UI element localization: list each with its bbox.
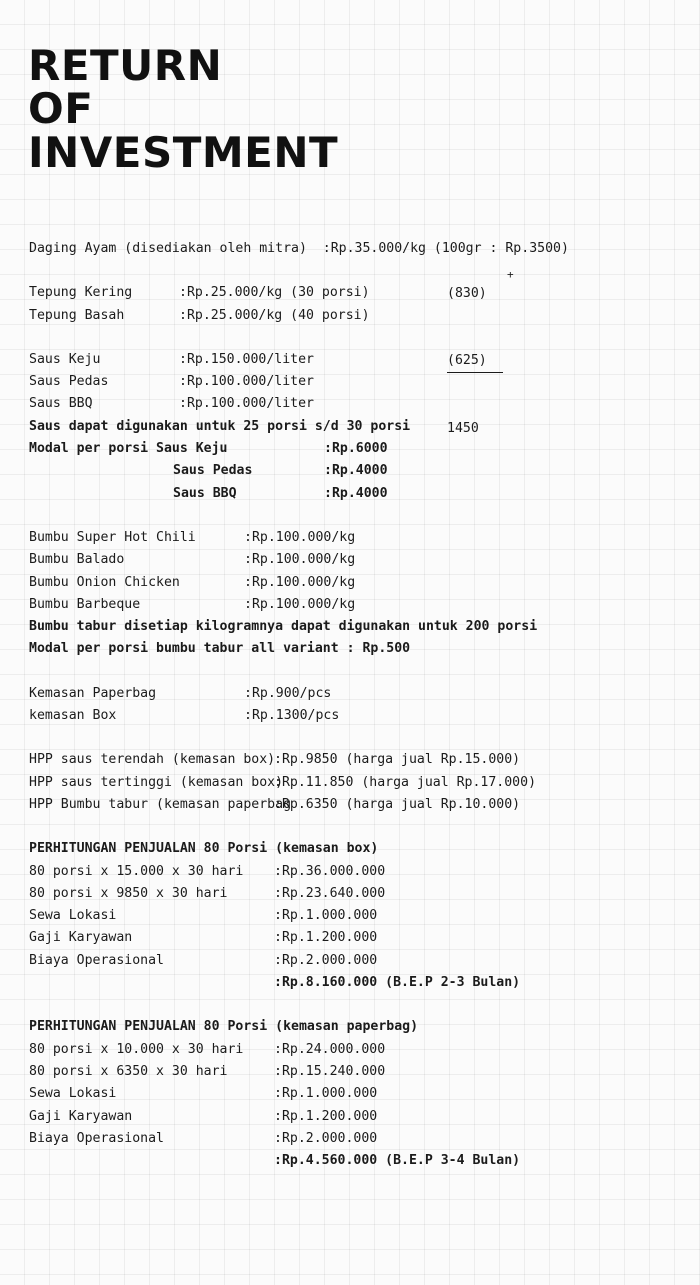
table-row	[29, 1039, 690, 1061]
table-row	[29, 1106, 690, 1128]
packaging-box-value: :Rp.1300/pcs	[244, 708, 340, 724]
calc-paperbag-cogs-label: 80 porsi x 6350 x 30 hari	[29, 1063, 228, 1079]
table-row	[29, 1150, 690, 1172]
table-row	[29, 572, 690, 594]
sauce-cheese-value: :Rp.150.000/liter	[179, 351, 314, 367]
table-row	[29, 549, 690, 571]
calc-plus-sign: +	[507, 268, 514, 282]
capital-cheese-value: :Rp.6000	[324, 441, 388, 457]
flour-wet-value: :Rp.25.000/kg (40 porsi)	[179, 307, 370, 323]
calc-a: (830)	[447, 285, 487, 301]
table-row	[29, 705, 690, 727]
calc-paperbag-opex-label: Biaya Operasional	[29, 1130, 164, 1146]
spacer	[29, 816, 690, 838]
title-line-3: INVESTMENT	[28, 127, 339, 177]
flour-dry-value: :Rp.25.000/kg (30 porsi)	[179, 285, 370, 301]
hpp-lowest-value: :Rp.9850 (harga jual Rp.15.000)	[274, 752, 521, 768]
sauce-cheese-label: Saus Keju	[29, 351, 101, 367]
hpp-seasoning-label: HPP Bumbu tabur (kemasan paperbag	[29, 796, 292, 812]
spacer	[29, 260, 690, 282]
table-row	[29, 950, 690, 972]
table-row	[29, 393, 690, 415]
spacer	[29, 727, 690, 749]
table-row	[29, 371, 690, 393]
table-row	[29, 438, 690, 460]
spacer	[29, 661, 690, 683]
calc-box-heading: PERHITUNGAN PENJUALAN 80 Porsi (kemasan box)	[29, 841, 379, 857]
spacer	[29, 994, 690, 1016]
table-row	[29, 861, 690, 883]
flour-calc-annotation	[447, 238, 526, 507]
calc-box-cogs-label: 80 porsi x 9850 x 30 hari	[29, 885, 228, 901]
table-row	[29, 794, 690, 816]
table-row	[29, 749, 690, 771]
calc-paperbag-rent-label: Sewa Lokasi	[29, 1086, 117, 1102]
calc-paperbag-revenue-label: 80 porsi x 10.000 x 30 hari	[29, 1041, 244, 1057]
seasoning-balado-value: :Rp.100.000/kg	[244, 552, 356, 568]
seasoning-onion-value: :Rp.100.000/kg	[244, 574, 356, 590]
calc-box-rent-label: Sewa Lokasi	[29, 908, 117, 924]
seasoning-barbeque-label: Bumbu Barbeque	[29, 596, 141, 612]
table-row	[29, 527, 690, 549]
table-row	[29, 1061, 690, 1083]
hpp-lowest-label: HPP saus terendah (kemasan box)	[29, 752, 276, 768]
document-body	[29, 238, 690, 1172]
capital-bbq-value: :Rp.4000	[324, 485, 388, 501]
hpp-seasoning-value: :Rp.6350 (harga jual Rp.10.000)	[274, 796, 521, 812]
sauce-bbq-value: :Rp.100.000/liter	[179, 396, 314, 412]
calc-box-salary-label: Gaji Karyawan	[29, 930, 133, 946]
packaging-box-label: kemasan Box	[29, 708, 117, 724]
calc-paperbag-opex-value: :Rp.2.000.000	[274, 1130, 378, 1146]
calc-box-salary-value: :Rp.1.200.000	[274, 930, 378, 946]
calc-box-revenue-label: 80 porsi x 15.000 x 30 hari	[29, 863, 244, 879]
page-title	[28, 41, 339, 177]
table-row	[29, 905, 690, 927]
capital-cheese-label: Modal per porsi Saus Keju	[29, 441, 228, 457]
table-row	[29, 460, 690, 482]
sauce-usage-note: Saus dapat digunakan untuk 25 porsi s/d 30 porsi	[29, 418, 411, 434]
capital-spicy-value: :Rp.4000	[324, 463, 388, 479]
seasoning-superhot-label: Bumbu Super Hot Chili	[29, 529, 196, 545]
sauce-spicy-value: :Rp.100.000/liter	[179, 374, 314, 390]
table-row	[29, 683, 690, 705]
calc-box-opex-value: :Rp.2.000.000	[274, 952, 378, 968]
table-row	[29, 483, 690, 505]
hpp-highest-label: HPP saus tertinggi (kemasan box)	[29, 774, 284, 790]
calc-paperbag-cogs-value: :Rp.15.240.000	[274, 1063, 386, 1079]
table-row	[29, 972, 690, 994]
calc-box-cogs-value: :Rp.23.640.000	[274, 885, 386, 901]
table-row	[29, 883, 690, 905]
capital-bbq-label: Saus BBQ	[173, 485, 237, 501]
packaging-paperbag-label: Kemasan Paperbag	[29, 685, 157, 701]
calc-paperbag-rent-value: :Rp.1.000.000	[274, 1086, 378, 1102]
seasoning-usage-note: Bumbu tabur disetiap kilogramnya dapat digunakan untuk 200 porsi	[29, 619, 538, 635]
spacer	[29, 327, 690, 349]
calc-box-total: :Rp.8.160.000 (B.E.P 2-3 Bulan)	[274, 975, 521, 991]
seasoning-balado-label: Bumbu Balado	[29, 552, 125, 568]
hpp-highest-value: :Rp.11.850 (harga jual Rp.17.000)	[274, 774, 537, 790]
table-row	[29, 349, 690, 371]
table-row	[29, 1083, 690, 1105]
calc-box-revenue-value: :Rp.36.000.000	[274, 863, 386, 879]
packaging-paperbag-value: :Rp.900/pcs	[244, 685, 332, 701]
capital-spicy-label: Saus Pedas	[173, 463, 253, 479]
spacer	[29, 505, 690, 527]
table-row	[29, 305, 690, 327]
table-row	[29, 927, 690, 949]
calc-box-opex-label: Biaya Operasional	[29, 952, 164, 968]
seasoning-capital-note: Modal per porsi bumbu tabur all variant : Rp.500	[29, 641, 411, 657]
title-line-2: OF	[28, 84, 94, 134]
calc-paperbag-salary-label: Gaji Karyawan	[29, 1108, 133, 1124]
calc-paperbag-salary-value: :Rp.1.200.000	[274, 1108, 378, 1124]
title-line-1: RETURN	[28, 41, 223, 90]
flour-wet-label: Tepung Basah	[29, 307, 125, 323]
sauce-spicy-label: Saus Pedas	[29, 374, 109, 390]
seasoning-superhot-value: :Rp.100.000/kg	[244, 529, 356, 545]
table-row	[29, 594, 690, 616]
calc-b: (625)	[447, 350, 503, 373]
table-row	[29, 772, 690, 794]
calc-sum: 1450	[447, 420, 479, 436]
calc-paperbag-revenue-value: :Rp.24.000.000	[274, 1041, 386, 1057]
sauce-bbq-label: Saus BBQ	[29, 396, 93, 412]
calc-box-rent-value: :Rp.1.000.000	[274, 908, 378, 924]
flour-dry-label: Tepung Kering	[29, 285, 133, 301]
seasoning-barbeque-value: :Rp.100.000/kg	[244, 596, 356, 612]
table-row	[29, 282, 690, 304]
meat-line: Daging Ayam (disediakan oleh mitra) :Rp.35.000/kg (100gr : Rp.3500)	[29, 241, 569, 256]
table-row	[29, 1128, 690, 1150]
calc-paperbag-heading: PERHITUNGAN PENJUALAN 80 Porsi (kemasan paperbag)	[29, 1019, 419, 1035]
calc-paperbag-total: :Rp.4.560.000 (B.E.P 3-4 Bulan)	[274, 1153, 521, 1169]
seasoning-onion-label: Bumbu Onion Chicken	[29, 574, 180, 590]
